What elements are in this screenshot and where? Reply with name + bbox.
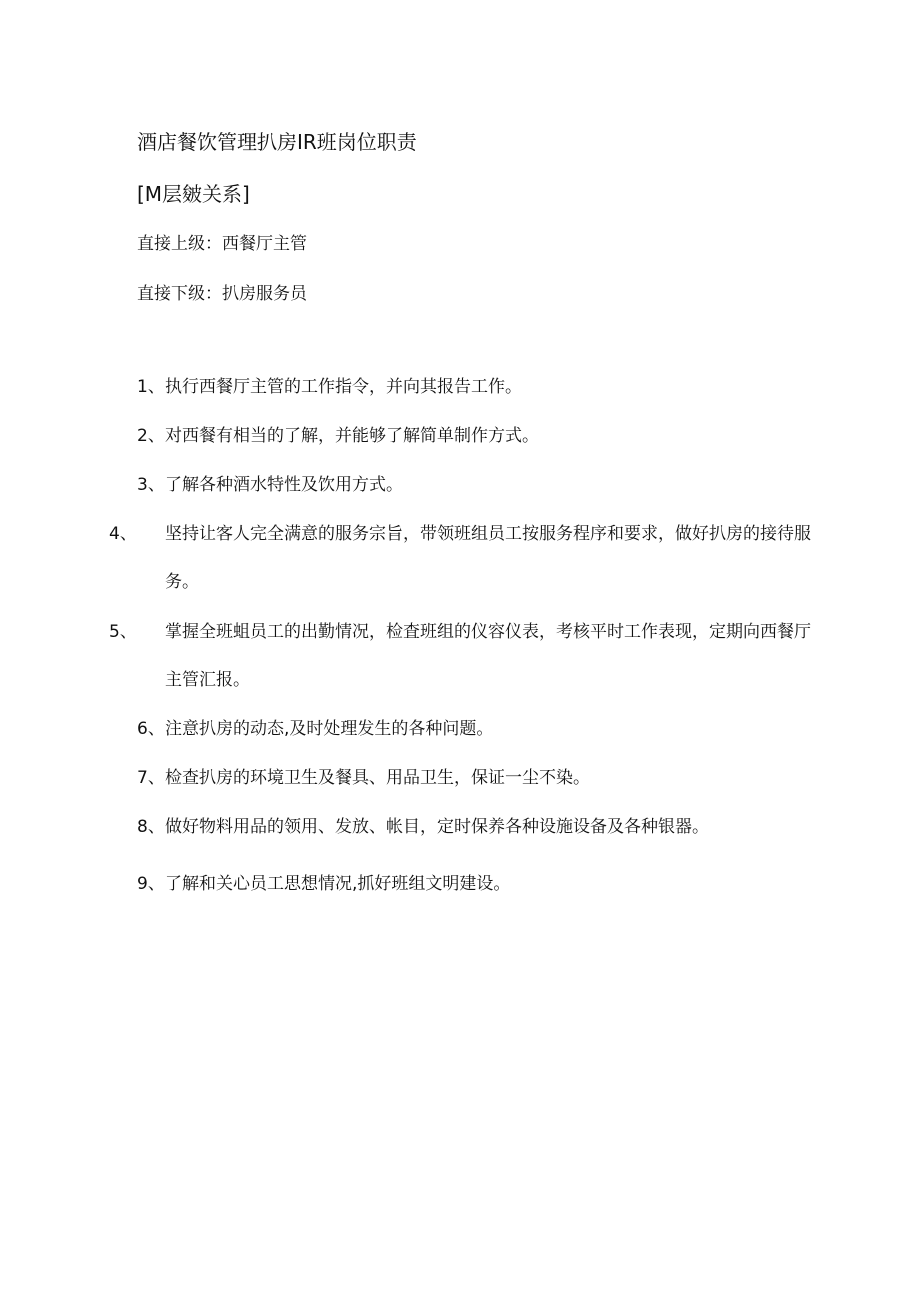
duty-number: 2、 (137, 426, 165, 446)
duty-text: 执行西餐厅主管的工作指令，并向其报告工作。 (165, 377, 522, 397)
duty-item (137, 860, 797, 908)
duty-item (109, 510, 825, 606)
duty-number: 7、 (137, 768, 165, 788)
duty-number: 6、 (137, 719, 165, 739)
duty-number: 4、 (109, 524, 137, 544)
duty-text: 坚持让客人完全满意的服务宗旨，带领班组员工按服务程序和要求，做好扒房的接待服务。 (165, 524, 811, 592)
duty-item (137, 412, 797, 460)
direct-superior: 直接上级：西餐厅主管 (137, 234, 307, 254)
duty-text: 了解各种酒水特性及饮用方式。 (165, 475, 403, 495)
duty-number: 5、 (109, 622, 137, 642)
duty-number: 1、 (137, 377, 165, 397)
duty-number: 9、 (137, 874, 165, 894)
duty-item (109, 608, 825, 704)
duty-text: 掌握全班蛆员工的出勤情况，检査班组的仪容仪表，考核平时工作表现，定期向西餐厅主管汇报。 (165, 622, 811, 690)
duty-text: 了解和关心员工思想情况,抓好班组文明建设。 (165, 874, 511, 894)
duty-item (137, 705, 797, 753)
duty-item (137, 754, 797, 802)
duty-number: 8、 (137, 817, 165, 837)
direct-subordinate: 直接下级：扒房服务员 (137, 284, 307, 304)
duty-item (137, 803, 797, 851)
duty-number: 3、 (137, 475, 165, 495)
duty-text: 做好物料用品的领用、发放、帐目，定时保养各种设施设备及各种银器。 (165, 817, 709, 837)
duty-item (137, 461, 797, 509)
document-title: 酒店餐饮管理扒房IR班岗位职责 (137, 130, 417, 154)
duty-item (137, 363, 797, 411)
duty-text: 检查扒房的环境卫生及餐具、用品卫生，保证一尘不染。 (165, 768, 590, 788)
section-heading: [M层皴关系] (137, 182, 250, 206)
duty-text: 对西餐有相当的了解，并能够了解简单制作方式。 (165, 426, 539, 446)
duty-text: 注意扒房的动态,及时处理发生的各种问题。 (165, 719, 494, 739)
